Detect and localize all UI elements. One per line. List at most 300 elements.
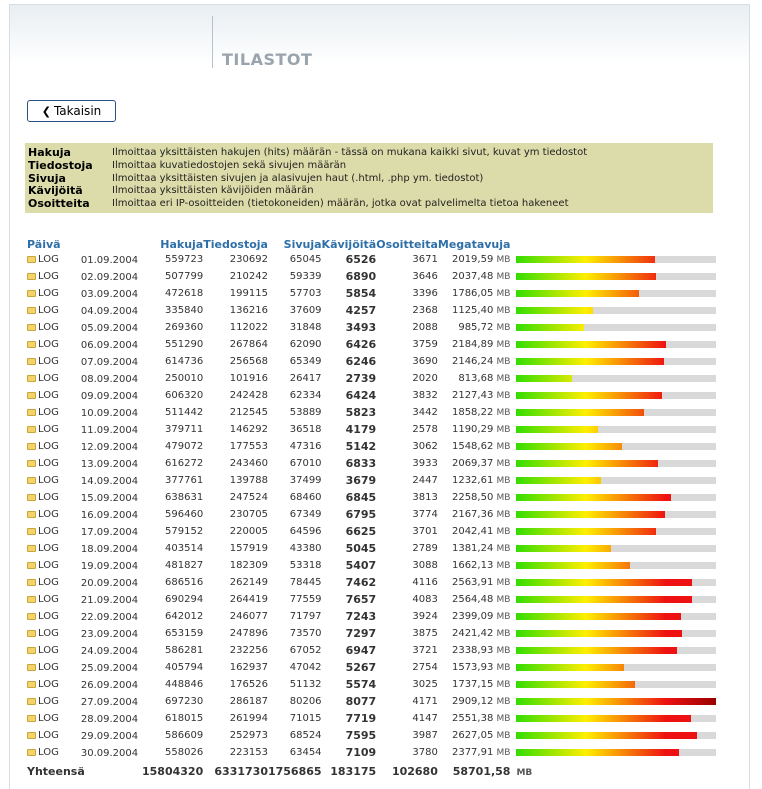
- row-mb-unit: MB: [496, 357, 511, 367]
- row-mb-unit: MB: [496, 697, 511, 707]
- row-visitors: 7462: [345, 576, 377, 589]
- row-hits: 507799: [165, 271, 204, 282]
- row-date: 29.09.2004: [80, 730, 139, 742]
- log-link[interactable]: [27, 543, 81, 554]
- row-date-cell: [27, 472, 142, 489]
- folder-icon: [27, 477, 36, 484]
- row-hits: 559723: [165, 254, 204, 265]
- row-pages: 73570: [289, 628, 322, 639]
- row-pages: 62090: [289, 339, 322, 350]
- log-link[interactable]: [27, 424, 81, 435]
- row-visitors: 6890: [345, 270, 377, 283]
- row-mb: 1232,61: [451, 475, 494, 486]
- row-date-cell: [27, 268, 142, 285]
- row-date-cell: [27, 659, 142, 676]
- row-hits: 586281: [165, 645, 204, 656]
- total-pages: 1756865: [267, 765, 322, 778]
- row-mb-unit: MB: [496, 374, 511, 384]
- row-date: 12.09.2004: [80, 441, 139, 453]
- row-date: 03.09.2004: [80, 288, 139, 300]
- folder-icon: [27, 613, 36, 620]
- total-mb-unit: MB: [516, 768, 533, 778]
- row-mb-cell: [438, 693, 511, 710]
- row-mb: 1573,93: [451, 662, 494, 673]
- bandwidth-bar: [516, 511, 665, 518]
- log-link[interactable]: [27, 254, 81, 265]
- row-pages: 68524: [289, 730, 322, 741]
- row-visitors: 7595: [345, 729, 377, 742]
- bandwidth-bar-track: [516, 749, 716, 756]
- row-files: 252973: [229, 730, 268, 741]
- row-mb: 2421,42: [451, 628, 494, 639]
- legend-key: Sivuja: [28, 171, 66, 185]
- log-label: LOG: [38, 474, 59, 486]
- row-pages: 67052: [289, 645, 322, 656]
- row-addresses: 2368: [412, 305, 438, 316]
- row-mb-unit: MB: [496, 714, 511, 724]
- folder-icon: [27, 732, 36, 739]
- log-link[interactable]: [27, 577, 81, 588]
- folder-icon: [27, 494, 36, 501]
- log-link[interactable]: [27, 339, 81, 350]
- page-title: TILASTOT: [222, 50, 313, 69]
- legend-description: Ilmoittaa yksittäisten kävijöiden määrän: [112, 185, 314, 197]
- row-hits: 405794: [165, 662, 204, 673]
- row-bar-cell: [510, 251, 726, 268]
- row-mb: 2338,93: [451, 645, 494, 656]
- row-mb-cell: [438, 455, 511, 472]
- row-mb-cell: [438, 523, 511, 540]
- log-link[interactable]: [27, 271, 81, 282]
- row-mb-cell: [438, 319, 511, 336]
- row-mb-unit: MB: [496, 680, 511, 690]
- row-date: 30.09.2004: [80, 747, 139, 759]
- row-date-cell: [27, 455, 142, 472]
- folder-icon: [27, 630, 36, 637]
- legend-key: Kävijöitä: [28, 184, 83, 198]
- row-mb-cell: [438, 608, 511, 625]
- row-mb: 2564,48: [451, 594, 494, 605]
- folder-icon: [27, 698, 36, 705]
- back-button[interactable]: [27, 100, 116, 122]
- row-mb-unit: MB: [496, 289, 511, 299]
- row-mb-unit: MB: [496, 612, 511, 622]
- row-hits: 614736: [165, 356, 204, 367]
- table-row: [27, 540, 726, 557]
- row-hits: 697230: [165, 696, 204, 707]
- log-link[interactable]: [27, 679, 81, 690]
- row-visitors: 7243: [345, 610, 377, 623]
- row-date: 24.09.2004: [80, 645, 139, 657]
- row-addresses: 3062: [412, 441, 438, 452]
- row-mb: 2069,37: [451, 458, 494, 469]
- row-hits: 472618: [165, 288, 204, 299]
- row-date-cell: [27, 676, 142, 693]
- bandwidth-bar-track: [516, 324, 716, 331]
- row-hits: 558026: [165, 747, 204, 758]
- bandwidth-bar: [516, 732, 697, 739]
- row-pages: 57703: [289, 288, 322, 299]
- row-files: 182309: [229, 560, 268, 571]
- row-files: 112022: [229, 322, 268, 333]
- header-files: Tiedostoja: [203, 238, 268, 251]
- log-link[interactable]: [27, 458, 81, 469]
- row-hits: 638631: [165, 492, 204, 503]
- row-date: 27.09.2004: [80, 696, 139, 708]
- folder-icon: [27, 273, 36, 280]
- row-pages: 43380: [289, 543, 322, 554]
- row-mb-cell: [438, 710, 511, 727]
- row-visitors: 5045: [345, 542, 377, 555]
- row-addresses: 2447: [412, 475, 438, 486]
- folder-icon: [27, 375, 36, 382]
- row-mb-unit: MB: [496, 340, 511, 350]
- log-link[interactable]: [27, 407, 81, 418]
- row-date: 23.09.2004: [80, 628, 139, 640]
- log-link[interactable]: [27, 305, 81, 316]
- row-mb-unit: MB: [496, 391, 511, 401]
- row-bar-cell: [510, 455, 726, 472]
- log-link[interactable]: [27, 645, 81, 656]
- row-bar-cell: [510, 557, 726, 574]
- row-mb: 2184,89: [451, 339, 494, 350]
- row-date: 20.09.2004: [80, 577, 139, 589]
- row-mb-cell: [438, 472, 511, 489]
- row-hits: 377761: [165, 475, 204, 486]
- row-addresses: 3875: [412, 628, 438, 639]
- table-row: [27, 455, 726, 472]
- row-date: 10.09.2004: [80, 407, 139, 419]
- row-pages: 65045: [289, 254, 322, 265]
- log-link[interactable]: [27, 322, 81, 333]
- legend-key: Hakuja: [28, 146, 71, 159]
- bandwidth-bar: [516, 307, 593, 314]
- folder-icon: [27, 324, 36, 331]
- row-mb-cell: [438, 302, 511, 319]
- log-link[interactable]: [27, 730, 81, 741]
- row-hits: 481827: [165, 560, 204, 571]
- row-mb-unit: MB: [496, 255, 511, 265]
- row-date: 05.09.2004: [80, 322, 139, 334]
- row-date-cell: [27, 370, 142, 387]
- row-addresses: 2088: [412, 322, 438, 333]
- bandwidth-bar-track: [516, 256, 716, 263]
- row-mb: 1190,29: [451, 424, 494, 435]
- table-row: [27, 370, 726, 387]
- row-mb-cell: [438, 404, 511, 421]
- row-mb-unit: MB: [496, 731, 511, 741]
- bandwidth-bar: [516, 681, 635, 688]
- log-link[interactable]: [27, 560, 81, 571]
- row-mb: 1858,22: [451, 407, 494, 418]
- row-addresses: 3396: [412, 288, 438, 299]
- row-mb: 1125,40: [451, 305, 494, 316]
- log-label: LOG: [38, 729, 59, 741]
- row-mb-unit: MB: [496, 493, 511, 503]
- row-mb-unit: MB: [496, 306, 511, 316]
- log-link[interactable]: [27, 594, 81, 605]
- bandwidth-bar: [516, 477, 601, 484]
- folder-icon: [27, 528, 36, 535]
- row-hits: 586609: [165, 730, 204, 741]
- table-row: [27, 659, 726, 676]
- log-label: LOG: [38, 695, 59, 707]
- row-bar-cell: [510, 591, 726, 608]
- log-label: LOG: [38, 542, 59, 554]
- row-visitors: 7109: [345, 746, 377, 759]
- row-visitors: 5854: [345, 287, 377, 300]
- row-bar-cell: [510, 540, 726, 557]
- bandwidth-bar-track: [516, 443, 716, 450]
- row-date-cell: [27, 642, 142, 659]
- log-link[interactable]: [27, 373, 81, 384]
- row-bar-cell: [510, 319, 726, 336]
- bandwidth-bar-track: [516, 273, 716, 280]
- row-bar-cell: [510, 336, 726, 353]
- log-link[interactable]: [27, 611, 81, 622]
- log-link[interactable]: [27, 713, 81, 724]
- legend-row: [28, 173, 713, 186]
- row-mb-unit: MB: [496, 272, 511, 282]
- bandwidth-bar: [516, 749, 679, 756]
- bandwidth-bar: [516, 698, 716, 705]
- folder-icon: [27, 443, 36, 450]
- log-link[interactable]: [27, 628, 81, 639]
- bandwidth-bar-track: [516, 698, 716, 705]
- folder-icon: [27, 511, 36, 518]
- row-hits: 448846: [165, 679, 204, 690]
- folder-icon: [27, 749, 36, 756]
- log-link[interactable]: [27, 356, 81, 367]
- row-visitors: 6833: [345, 457, 377, 470]
- bandwidth-bar: [516, 545, 611, 552]
- total-unit-cell: [510, 761, 726, 780]
- bandwidth-bar-track: [516, 545, 716, 552]
- bandwidth-bar-track: [516, 375, 716, 382]
- table-row: [27, 625, 726, 642]
- row-visitors: 3679: [345, 474, 377, 487]
- table-row: [27, 506, 726, 523]
- bandwidth-bar-track: [516, 307, 716, 314]
- row-bar-cell: [510, 268, 726, 285]
- bandwidth-bar: [516, 426, 598, 433]
- row-mb-cell: [438, 642, 511, 659]
- row-files: 261994: [229, 713, 268, 724]
- row-date: 06.09.2004: [80, 339, 139, 351]
- row-bar-cell: [510, 642, 726, 659]
- row-mb: 2909,12: [451, 696, 494, 707]
- row-visitors: 6426: [345, 338, 377, 351]
- row-files: 242428: [229, 390, 268, 401]
- row-date: 11.09.2004: [80, 424, 139, 436]
- log-link[interactable]: [27, 696, 81, 707]
- bandwidth-bar: [516, 494, 671, 501]
- bandwidth-bar-track: [516, 647, 716, 654]
- row-date-cell: [27, 404, 142, 421]
- table-row: [27, 710, 726, 727]
- bandwidth-bar-track: [516, 596, 716, 603]
- folder-icon: [27, 460, 36, 467]
- row-date: 17.09.2004: [80, 526, 139, 538]
- row-bar-cell: [510, 727, 726, 744]
- row-mb: 2258,50: [451, 492, 494, 503]
- row-pages: 62334: [289, 390, 322, 401]
- total-files: 6331730: [214, 765, 268, 778]
- log-link[interactable]: [27, 662, 81, 673]
- row-bar-cell: [510, 744, 726, 761]
- row-mb: 2627,05: [451, 730, 494, 741]
- row-addresses: 3774: [412, 509, 438, 520]
- row-bar-cell: [510, 472, 726, 489]
- row-mb-cell: [438, 489, 511, 506]
- row-visitors: 4179: [345, 423, 377, 436]
- row-date: 19.09.2004: [80, 560, 139, 572]
- bandwidth-bar: [516, 596, 692, 603]
- row-mb-cell: [438, 353, 511, 370]
- row-date: 28.09.2004: [80, 713, 139, 725]
- row-bar-cell: [510, 302, 726, 319]
- row-addresses: 4171: [412, 696, 438, 707]
- log-link[interactable]: [27, 526, 81, 537]
- header-hits: Hakuja: [160, 238, 204, 251]
- table-row: [27, 642, 726, 659]
- row-pages: 36518: [289, 424, 322, 435]
- stats-table: [27, 234, 726, 780]
- row-bar-cell: [510, 387, 726, 404]
- row-bar-cell: [510, 489, 726, 506]
- bandwidth-bar-track: [516, 494, 716, 501]
- row-mb-cell: [438, 387, 511, 404]
- row-files: 243460: [229, 458, 268, 469]
- row-files: 199115: [229, 288, 268, 299]
- row-addresses: 3646: [412, 271, 438, 282]
- row-visitors: 5142: [345, 440, 377, 453]
- row-files: 210242: [229, 271, 268, 282]
- total-hits: 15804320: [142, 765, 204, 778]
- total-label: Yhteensä: [27, 765, 85, 778]
- table-row: [27, 744, 726, 761]
- row-pages: 26417: [289, 373, 322, 384]
- row-pages: 63454: [289, 747, 322, 758]
- total-visitors: 183175: [330, 765, 377, 778]
- row-addresses: 4147: [412, 713, 438, 724]
- row-files: 247896: [229, 628, 268, 639]
- row-files: 220005: [229, 526, 268, 537]
- folder-icon: [27, 358, 36, 365]
- log-link[interactable]: [27, 288, 81, 299]
- row-date-cell: [27, 591, 142, 608]
- row-date-cell: [27, 540, 142, 557]
- row-mb-cell: [438, 540, 511, 557]
- row-date: 25.09.2004: [80, 662, 139, 674]
- folder-icon: [27, 596, 36, 603]
- legend-box: [25, 143, 713, 213]
- row-addresses: 2578: [412, 424, 438, 435]
- row-date: 14.09.2004: [80, 475, 139, 487]
- row-bar-cell: [510, 523, 726, 540]
- log-label: LOG: [38, 287, 59, 299]
- row-mb: 2127,43: [451, 390, 494, 401]
- row-date: 26.09.2004: [80, 679, 139, 691]
- legend-row: [28, 198, 713, 211]
- row-visitors: 6526: [345, 253, 377, 266]
- row-bar-cell: [510, 659, 726, 676]
- row-addresses: 3924: [412, 611, 438, 622]
- log-label: LOG: [38, 491, 59, 503]
- log-label: LOG: [38, 270, 59, 282]
- row-addresses: 3442: [412, 407, 438, 418]
- bandwidth-bar: [516, 630, 682, 637]
- row-hits: 690294: [165, 594, 204, 605]
- log-link[interactable]: [27, 509, 81, 520]
- row-mb-cell: [438, 370, 511, 387]
- row-mb-unit: MB: [496, 527, 511, 537]
- log-link[interactable]: [27, 747, 81, 758]
- table-row: [27, 268, 726, 285]
- row-bar-cell: [510, 574, 726, 591]
- row-addresses: 3671: [412, 254, 438, 265]
- log-link[interactable]: [27, 475, 81, 486]
- row-pages: 53318: [289, 560, 322, 571]
- row-mb: 2146,24: [451, 356, 494, 367]
- row-mb-cell: [438, 574, 511, 591]
- row-date: 09.09.2004: [80, 390, 139, 402]
- row-date: 01.09.2004: [80, 254, 139, 266]
- bandwidth-bar-track: [516, 409, 716, 416]
- row-addresses: 2020: [412, 373, 438, 384]
- bandwidth-bar: [516, 392, 662, 399]
- row-date-cell: [27, 608, 142, 625]
- table-row: [27, 438, 726, 455]
- total-addresses: 102680: [391, 765, 438, 778]
- log-link[interactable]: [27, 390, 81, 401]
- log-link[interactable]: [27, 492, 81, 503]
- row-pages: 59339: [289, 271, 322, 282]
- bandwidth-bar: [516, 528, 656, 535]
- log-label: LOG: [38, 253, 59, 265]
- row-addresses: 3933: [412, 458, 438, 469]
- log-label: LOG: [38, 746, 59, 758]
- row-mb-cell: [438, 625, 511, 642]
- row-bar-cell: [510, 438, 726, 455]
- bandwidth-bar-track: [516, 664, 716, 671]
- row-mb: 1662,13: [451, 560, 494, 571]
- total-row: [27, 761, 726, 780]
- row-mb-cell: [438, 336, 511, 353]
- row-hits: 579152: [165, 526, 204, 537]
- table-row: [27, 557, 726, 574]
- row-pages: 68460: [289, 492, 322, 503]
- row-visitors: 5574: [345, 678, 377, 691]
- table-row: [27, 353, 726, 370]
- row-addresses: 3813: [412, 492, 438, 503]
- log-link[interactable]: [27, 441, 81, 452]
- row-date: 22.09.2004: [80, 611, 139, 623]
- bandwidth-bar-track: [516, 392, 716, 399]
- row-addresses: 4116: [412, 577, 438, 588]
- row-mb: 2167,36: [451, 509, 494, 520]
- row-mb-cell: [438, 268, 511, 285]
- row-mb-cell: [438, 506, 511, 523]
- log-label: LOG: [38, 627, 59, 639]
- folder-icon: [27, 681, 36, 688]
- row-addresses: 3721: [412, 645, 438, 656]
- row-visitors: 2739: [345, 372, 377, 385]
- row-addresses: 3832: [412, 390, 438, 401]
- legend-description: Ilmoittaa eri IP-osoitteiden (tietokoneiden) määrän, jotka ovat palvelimelta tietoa hakeneet: [112, 198, 569, 210]
- row-pages: 71797: [289, 611, 322, 622]
- folder-icon: [27, 341, 36, 348]
